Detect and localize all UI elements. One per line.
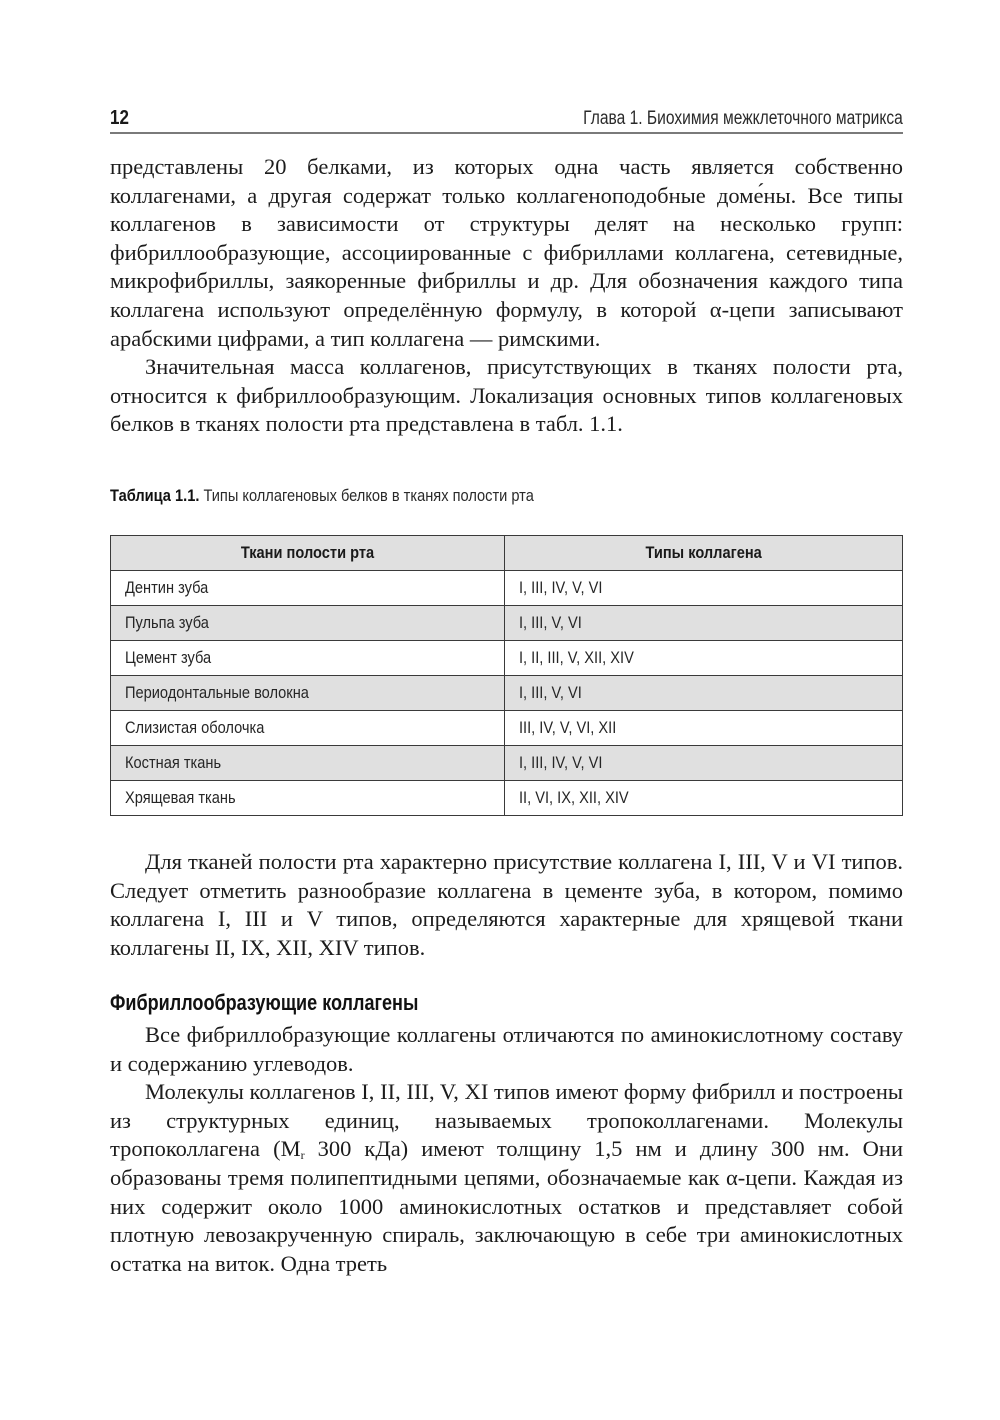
tissue-cell: Периодонтальные волокна <box>111 676 505 711</box>
text-block-after-table <box>110 848 903 962</box>
section-heading: Фибриллообразующие коллагены <box>110 990 419 1015</box>
table-row <box>111 711 903 746</box>
paragraph-1: представлены 20 белками, из которых одна часть является собственно коллагенами, а другая содержат только коллагеноподобные доме́ны. Все типы коллагенов в зависимости от структуры делят на несколько групп: фибриллообразующие, ассоциированные с фибриллами коллагена, сетевидные, микрофибриллы, заякоренные фибриллы и др. Для обозначения каждого типа коллагена используют определённую формулу, в которой α-цепи записывают арабскими цифрами, а тип коллагена — римскими. <box>110 154 903 351</box>
running-head <box>110 100 903 130</box>
paragraph-3: Для тканей полости рта характерно присутствие коллагена I, III, V и VI типов. Следует отметить разнообразие коллагена в цементе зуба, в котором, помимо коллагена I, III и V типов, определяются характерные для хрящевой ткани коллагены II, IX, XII, XIV типов. <box>110 849 903 960</box>
column-header-tissue: Ткани полости рта <box>111 536 505 571</box>
table-row <box>111 641 903 676</box>
table-row <box>111 571 903 606</box>
paragraph-4: Все фибриллобразующие коллагены отличаются по аминокислотному составу и содержанию углеводов. <box>110 1022 903 1076</box>
types-cell: II, VI, IX, XII, XIV <box>505 781 903 816</box>
header-divider <box>110 132 903 134</box>
types-cell: III, IV, V, VI, XII <box>505 711 903 746</box>
table-header-row <box>111 536 903 571</box>
chapter-title: Глава 1. Биохимия межклеточного матрикса <box>583 108 903 129</box>
table-caption <box>110 486 792 506</box>
tissue-cell: Слизистая оболочка <box>111 711 505 746</box>
tissue-cell: Пульпа зуба <box>111 606 505 641</box>
types-cell: I, III, V, VI <box>505 676 903 711</box>
types-cell: I, II, III, V, XII, XIV <box>505 641 903 676</box>
table-row <box>111 606 903 641</box>
subscript-r: r <box>300 1148 305 1163</box>
tissue-cell: Костная ткань <box>111 746 505 781</box>
types-cell: I, III, V, VI <box>505 606 903 641</box>
collagen-types-table <box>110 535 903 816</box>
tissue-cell: Цемент зуба <box>111 641 505 676</box>
page-number: 12 <box>110 107 129 129</box>
tissue-cell: Дентин зуба <box>111 571 505 606</box>
table-caption-text: Типы коллагеновых белков в тканях полости рта <box>199 486 534 505</box>
paragraph-2: Значительная масса коллагенов, присутствующих в тканях полости рта, относится к фибриллообразующим. Локализация основных типов коллагеновых белков в тканях полости рта представлена в табл. 1.1. <box>110 354 903 437</box>
table-caption-label: Таблица 1.1. <box>110 486 200 505</box>
table-row <box>111 676 903 711</box>
paragraph-5: Молекулы коллагенов I, II, III, V, XI типов имеют форму фибрилл и построены из структурных единиц, называемых тропоколлагенами. Молекулы тропоколлагена ($M_r$ 300 кДа) имеют толщину 1,5 нм и длину 300 нм. Они образованы тремя полипептидными цепями, обозначаемые как α-цепи. Каждая из них содержит около 1000 аминокислотных остатков и представляет собой плотную левозакрученную спираль, заключающую в себе три аминокислотных остатка на виток. Одна треть <box>110 1079 903 1276</box>
table-row <box>111 746 903 781</box>
text-block-top <box>110 153 903 439</box>
column-header-types: Типы коллагена <box>505 536 903 571</box>
text-block-section <box>110 1021 903 1278</box>
types-cell: I, III, IV, V, VI <box>505 571 903 606</box>
tissue-cell: Хрящевая ткань <box>111 781 505 816</box>
table-row <box>111 781 903 816</box>
types-cell: I, III, IV, V, VI <box>505 746 903 781</box>
